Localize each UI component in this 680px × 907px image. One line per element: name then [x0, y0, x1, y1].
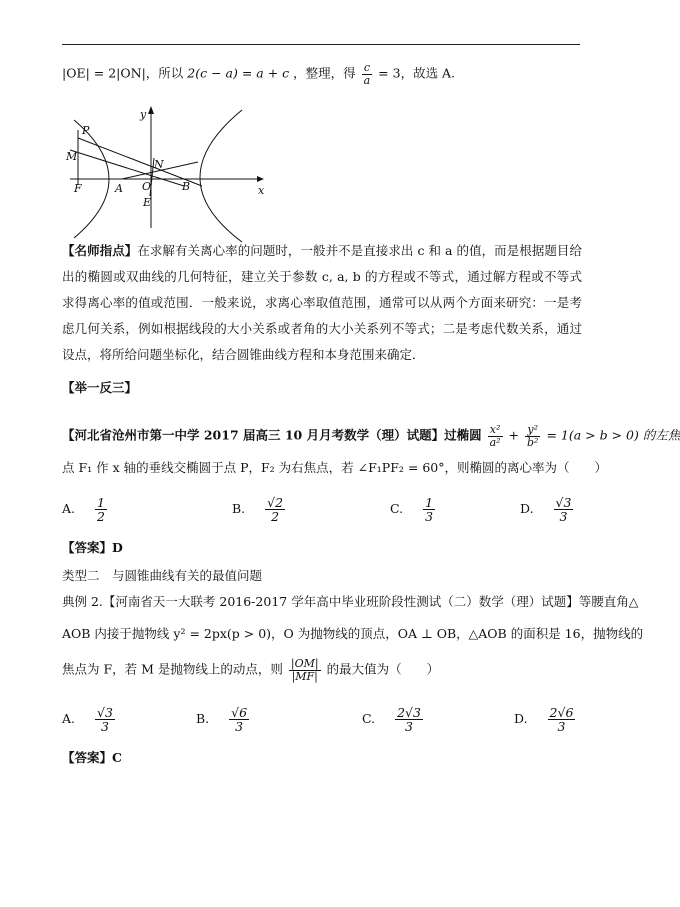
- q2-option-a-label: A.: [62, 711, 76, 727]
- q2-option-d-label: D.: [514, 711, 528, 727]
- q1-option-d: [520, 496, 575, 523]
- q2-option-d-frac: [548, 706, 576, 733]
- q1-option-a-den: 2: [97, 509, 105, 525]
- q1-option-b-num: √2: [267, 495, 284, 510]
- q1-plus: +: [508, 427, 520, 443]
- q2-option-b: [196, 706, 251, 733]
- label-n: N: [154, 158, 164, 171]
- hyperbola-right-branch: [200, 110, 242, 242]
- q1-line2: 点 F₁ 作 x 轴的垂线交椭圆于点 P，F₂ 为右焦点，若 ∠F₁PF₂ = 60°，则椭圆的离心率为（ ）: [62, 460, 607, 475]
- q1-option-d-den: 3: [559, 509, 568, 525]
- q1-option-c-frac: [423, 496, 435, 523]
- q2-line3: [62, 658, 439, 682]
- label-f: F: [74, 182, 82, 195]
- q2-option-c-label: C.: [362, 711, 376, 727]
- q1-eq-tail: = 1(a > b > 0) 的左焦: [546, 427, 680, 443]
- solution-frac-den: a: [363, 73, 371, 87]
- q1-option-d-frac: [554, 496, 574, 523]
- q2-line1: 典例 2.【河南省天一大联考 2016-2017 学年高中毕业班阶段性测试（二）数学（理）试题】等腰直角△: [62, 594, 639, 609]
- solution-part-c: ，整理，得: [293, 65, 356, 81]
- q1-frac-y-den: b²: [527, 435, 539, 449]
- tips-text: 在求解有关离心率的问题时，一般并不是直接求出 c 和 a 的值，而是根据题目给出的椭圆或双曲线的几何特征，建立关于参数 c, a, b 的方程或不等式，通过解方程或不等式求得离心率的值或范围．一般来说，求离心率取值范围，通常可以从两个方面来研究：一是考虑几何关系，例如根据线段的大小关系或者角的大小关系列不等式；二是考虑代数关系，通过设点，将所给问题坐标化，结合圆锥曲线方程和本身范围来确定．: [62, 243, 582, 362]
- solution-fraction: [362, 62, 373, 86]
- q2-option-a: [62, 706, 117, 733]
- label-p: P: [82, 124, 90, 137]
- q1-option-a: [62, 496, 109, 523]
- q1-option-c-label: C.: [390, 501, 404, 517]
- q1-option-a-num: 1: [97, 495, 105, 510]
- q1-frac-x: [488, 424, 503, 448]
- q1-option-a-frac: [95, 496, 107, 523]
- solution-line: [62, 62, 455, 86]
- q1-option-c-num: 1: [425, 495, 434, 510]
- x-axis-arrow: [257, 176, 264, 182]
- q1-line1: [62, 424, 680, 448]
- solution-part-d: = 3，故选 A.: [378, 65, 456, 81]
- q1-frac-x-den: a²: [489, 435, 501, 449]
- q2-option-d-num: 2√6: [549, 705, 574, 720]
- solution-frac-num: c: [362, 62, 373, 75]
- q2-option-b-den: 3: [235, 719, 244, 735]
- q2-line3-b: 的最大值为（ ）: [326, 661, 440, 677]
- q2-frac-num: |OM|: [290, 657, 319, 670]
- q1-frac-x-num: x²: [488, 424, 503, 437]
- q1-option-b-frac: [265, 496, 285, 523]
- q1-option-c-den: 3: [425, 509, 434, 525]
- q2-option-c: [362, 706, 425, 733]
- q2-option-b-num: √6: [231, 705, 248, 720]
- q2-line2: AOB 内接于抛物线 y² = 2px(p > 0)，O 为抛物线的顶点，OA ⊥ OB，△AOB 的面积是 16，抛物线的: [62, 626, 644, 641]
- section-title: 【举一反三】: [62, 380, 138, 395]
- header-rule: [62, 44, 580, 45]
- solution-part-a: |OE| = 2|ON|，所以: [62, 65, 184, 81]
- label-x: x: [258, 184, 265, 197]
- tips-paragraph: [62, 238, 582, 368]
- label-e: E: [143, 196, 152, 209]
- type2-title: 类型二 与圆锥曲线有关的最值问题: [62, 568, 263, 583]
- q1-frac-y: [525, 424, 540, 448]
- q2-option-d-den: 3: [557, 719, 566, 735]
- q1-option-b-den: 2: [271, 509, 280, 525]
- label-a: A: [115, 182, 123, 195]
- solution-equation: 2(c − a) = a + c: [187, 65, 290, 81]
- q2-option-d: [514, 706, 577, 733]
- q2-option-c-num: 2√3: [397, 705, 421, 720]
- q1-frac-y-num: y²: [525, 424, 540, 437]
- q1-option-d-num: √3: [555, 495, 572, 510]
- q1-source: 【河北省沧州市第一中学 2017 届高三 10 月月考数学（理）试题】过椭圆: [62, 427, 482, 443]
- q2-option-a-num: √3: [97, 705, 113, 720]
- q1-option-a-label: A.: [62, 501, 76, 517]
- line-me: [70, 150, 184, 186]
- q2-fraction: [289, 658, 321, 682]
- tips-heading: 【名师指点】: [62, 243, 138, 258]
- hyperbola-figure: [62, 100, 282, 240]
- label-o: O: [142, 180, 152, 193]
- q2-option-a-frac: [95, 706, 115, 733]
- q1-option-c: [390, 496, 437, 523]
- label-m: M: [66, 150, 78, 163]
- y-axis-arrow: [148, 106, 154, 114]
- q1-option-d-label: D.: [520, 501, 534, 517]
- q2-option-b-label: B.: [196, 711, 210, 727]
- q2-option-c-den: 3: [405, 719, 413, 735]
- label-y: y: [140, 108, 147, 121]
- q1-option-b: [232, 496, 287, 523]
- q2-option-b-frac: [229, 706, 249, 733]
- label-b: B: [182, 180, 191, 193]
- q2-line3-a: 焦点为 F，若 M 是抛物线上的动点，则: [62, 661, 283, 677]
- q2-answer: 【答案】C: [62, 750, 122, 765]
- q1-answer: 【答案】D: [62, 540, 123, 555]
- q2-option-c-frac: [395, 706, 423, 733]
- q2-frac-den: |MF|: [291, 669, 318, 683]
- q2-option-a-den: 3: [100, 719, 109, 735]
- q1-option-b-label: B.: [232, 501, 246, 517]
